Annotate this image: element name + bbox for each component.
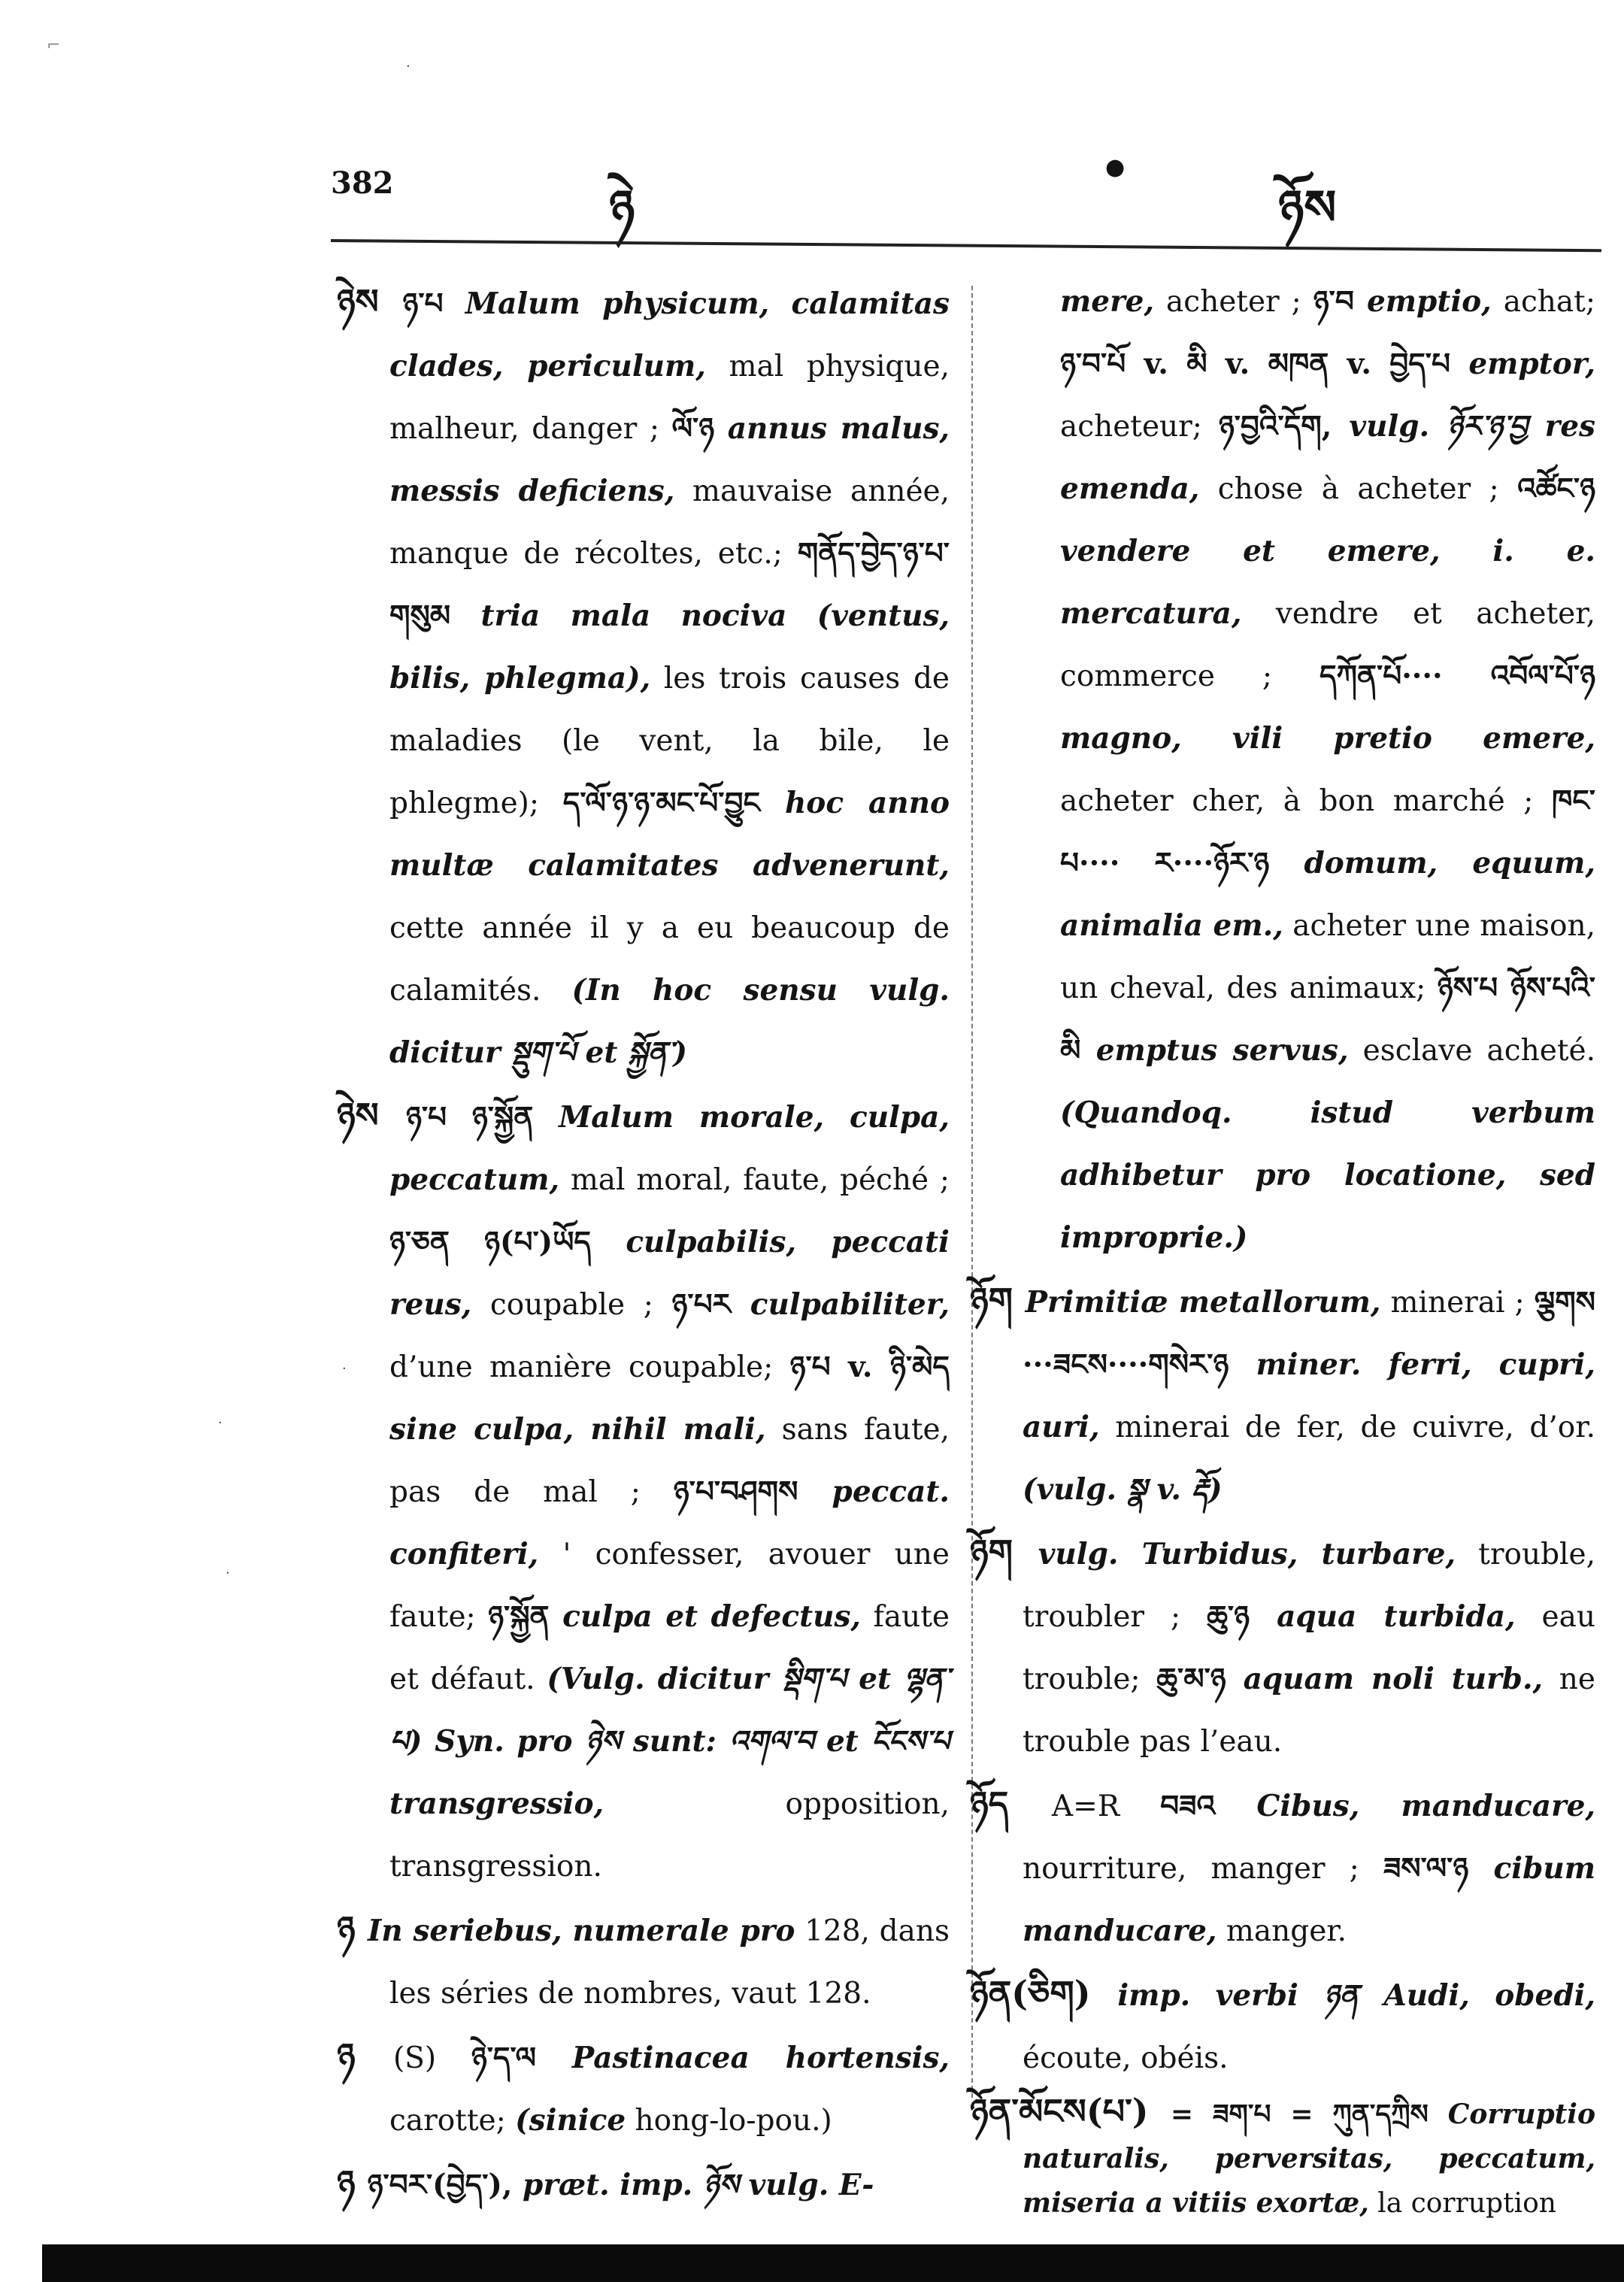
french-gloss: opposition, transgression. xyxy=(389,1787,950,1883)
latin-gloss: domum, equum, animalia em., xyxy=(1060,846,1595,943)
latin-gloss: aqua turbida, xyxy=(1277,1599,1516,1634)
dictionary-entry xyxy=(337,2025,950,2152)
french-gloss: esclave acheté. xyxy=(1348,1034,1595,1068)
latin-gloss: aquam noli turb., xyxy=(1243,1662,1544,1696)
tibetan-text: ཆུ་ཉ xyxy=(1207,1599,1277,1634)
latin-gloss: annus malus, messis deficiens, xyxy=(389,411,950,508)
entry-headword: ཉོན་མོངས(པ་) xyxy=(970,2091,1171,2132)
dictionary-entry xyxy=(337,1898,950,2025)
tibetan-text: ཉ་པར xyxy=(671,1287,750,1322)
running-head-left: ཉེ xyxy=(609,180,635,236)
tibetan-text: ཆུ་མ་ཉ xyxy=(1156,1662,1244,1696)
dictionary-entry xyxy=(970,1773,1595,1962)
french-gloss: faute et défaut. xyxy=(389,1600,950,1696)
tibetan-text: = ཟག་པ = ཀུན་དཀྲིས xyxy=(1170,2099,1448,2130)
latin-gloss: Primitiæ metallorum, xyxy=(1025,1285,1381,1320)
latin-gloss: mere, xyxy=(1060,284,1155,319)
latin-gloss: In seriebus, numerale pro xyxy=(367,1914,795,1948)
latin-gloss: magno, vili pretio emere, xyxy=(1060,721,1595,756)
french-gloss: acheter ; xyxy=(1154,285,1313,319)
french-gloss: acheteur; xyxy=(1060,410,1219,444)
french-gloss: manger. xyxy=(1216,1914,1347,1948)
latin-gloss: sine culpa, nihil mali, xyxy=(389,1412,766,1447)
latin-gloss: vulg. ཉོར་ཉ་བྱ res emenda, xyxy=(1060,409,1596,506)
dictionary-entry xyxy=(337,1084,950,1898)
left-column xyxy=(337,271,950,2217)
tibetan-text: ཉ་བར་(བྱེད་), xyxy=(367,2168,523,2202)
tibetan-text: འཚོང་ཉ xyxy=(1517,471,1595,506)
tibetan-text: ད་ལོ་ཉ་ཉ་མང་པོ་བྱུང xyxy=(562,786,785,820)
dictionary-entry xyxy=(970,1269,1595,1521)
tibetan-text: ཉ་ཅན ཉ(པ་)ཡོད xyxy=(389,1225,626,1259)
latin-gloss: cibum manducare, xyxy=(1023,1851,1595,1948)
latin-gloss: vendere et emere, i. e. mercatura, xyxy=(1060,534,1595,631)
latin-gloss: imp. verbi ཉན Audi, obedi, xyxy=(1117,1978,1595,2013)
latin-gloss: Cibus, manducare, xyxy=(1256,1789,1596,1823)
tibetan-text: ཉེ་ད་ལ xyxy=(471,2041,572,2075)
tibetan-text: ཉ་བ་པོ v. མི v. མཁན v. བྱེད་པ xyxy=(1060,347,1469,381)
running-head-right: ཉོས xyxy=(1278,180,1337,236)
french-gloss: (S) xyxy=(392,2041,471,2075)
french-gloss: mauvaise année, manque de récoltes, etc.; xyxy=(389,474,950,571)
speck: · xyxy=(406,59,411,74)
french-gloss: vendre et acheter, commerce ; xyxy=(1060,597,1595,693)
french-gloss: nourriture, manger ; xyxy=(1023,1852,1383,1886)
entry-headword: ཉ xyxy=(337,2162,368,2203)
tibetan-text: ཉ་པ་བཤགས xyxy=(673,1474,832,1509)
right-column xyxy=(970,271,1595,2226)
dictionary-entry xyxy=(337,271,950,1084)
dictionary-entry xyxy=(970,2090,1595,2226)
french-gloss: mal physique, malheur, danger ; xyxy=(389,350,950,446)
tibetan-text: ཉ་པ ཉ་སྐྱོན xyxy=(405,1100,559,1135)
tibetan-text: བཟའ xyxy=(1160,1789,1257,1823)
header-rule xyxy=(331,239,1601,252)
tibetan-text: ལོ་ཉ xyxy=(671,411,728,446)
latin-gloss: tria mala nociva (ventus, bilis, phlegma), xyxy=(389,599,950,696)
french-gloss: ne trouble pas l’eau. xyxy=(1023,1662,1596,1759)
french-gloss: ' confesser, avouer une faute; xyxy=(389,1538,950,1634)
latin-gloss: vulg. Turbidus, turbare, xyxy=(1038,1537,1456,1571)
dictionary-entry xyxy=(970,1521,1595,1773)
dictionary-entry xyxy=(337,2152,950,2217)
speck: · xyxy=(342,1361,347,1377)
tibetan-text: ཟས་ལ་ཉ xyxy=(1383,1851,1494,1886)
tibetan-text: ཉ་པ xyxy=(402,286,465,321)
dictionary-entry xyxy=(970,271,1595,1269)
tibetan-text: ཉ་བྱའི་དོག, xyxy=(1218,409,1350,444)
tibetan-text: ལྕགས ···ཟངས····གསེར་ཉ xyxy=(1023,1285,1595,1382)
latin-gloss: (Quandoq. istud verbum adhibetur pro locatione, sed improprie.) xyxy=(1060,1096,1595,1255)
latin-gloss: (sinice xyxy=(515,2103,626,2138)
tibetan-text: དཀོན་པོ···· འབོལ་པོ་ཉ xyxy=(1319,659,1595,693)
latin-gloss: Corruptio naturalis, perversitas, peccatum, miseria a vitiis exortæ, xyxy=(1023,2099,1595,2219)
entry-headword: ཉོག xyxy=(970,1280,1026,1320)
corner-mark: ⌐ xyxy=(47,36,61,55)
latin-gloss: culpabilis, peccati reus, xyxy=(389,1225,950,1322)
latin-gloss: Pastinacea hortensis, xyxy=(571,2041,950,2075)
entry-headword: ཉོག xyxy=(970,1532,1038,1572)
latin-gloss: emptio, xyxy=(1366,284,1492,319)
french-gloss: hong-lo-pou.) xyxy=(626,2104,832,2138)
french-gloss: trouble, troubler ; xyxy=(1023,1538,1595,1634)
french-gloss: acheter cher, à bon marché ; xyxy=(1060,784,1552,818)
french-gloss: la corruption xyxy=(1368,2188,1556,2219)
entry-headword: ཉོན(ཅིག) xyxy=(970,1973,1118,2014)
latin-gloss: Malum morale, culpa, peccatum, xyxy=(389,1100,950,1197)
latin-gloss: emptus servus, xyxy=(1095,1033,1349,1068)
speck: · xyxy=(218,1415,223,1431)
tibetan-text: གནོད་བྱེད་ཉ་པ་གསུམ xyxy=(389,536,950,633)
latin-gloss: præt. imp. ཉོས vulg. E- xyxy=(523,2168,874,2202)
page-header xyxy=(331,150,1594,236)
french-gloss: minerai de fer, de cuivre, d’or. xyxy=(1099,1411,1595,1444)
french-gloss: cette année il y a eu beaucoup de calamités. xyxy=(389,911,950,1008)
latin-gloss: culpabiliter, xyxy=(750,1287,950,1322)
page-number: 382 xyxy=(331,165,394,201)
latin-gloss: miner. ferri, cupri, auri, xyxy=(1023,1347,1595,1444)
french-gloss: les trois causes de maladies (le vent, la bile, le phlegme); xyxy=(389,662,950,820)
tibetan-text: ཉ་པ v. ཉི་མེད xyxy=(789,1350,950,1384)
french-gloss: coupable ; xyxy=(471,1288,672,1322)
tibetan-text: ཉོས་པ ཉོས་པའི་མི xyxy=(1060,971,1595,1068)
latin-gloss: emptor, xyxy=(1468,347,1595,381)
french-gloss: écoute, obéis. xyxy=(1023,2041,1229,2075)
french-gloss: 128, dans les séries de nombres, vaut 128. xyxy=(389,1914,950,2011)
french-gloss: minerai ; xyxy=(1380,1286,1535,1320)
latin-gloss: (vulg. སྣ v. རྡོ) xyxy=(1023,1472,1223,1507)
scan-edge-bar xyxy=(42,2244,1624,2282)
entry-headword: ཉོད xyxy=(970,1783,1052,1824)
french-gloss: carotte; xyxy=(389,2104,516,2138)
french-gloss: A=R xyxy=(1051,1790,1161,1823)
french-gloss: acheter une maison, un cheval, des animaux; xyxy=(1060,909,1595,1005)
latin-gloss: peccat. confiteri, xyxy=(389,1474,950,1571)
latin-gloss: (Vulg. dicitur སྡིག་པ et ལྷན་པ) Syn. pro ཉེས sunt: འགལ་བ et ངོངས་པ transgressio, xyxy=(389,1662,950,1821)
latin-gloss: culpa et defectus, xyxy=(562,1599,861,1634)
latin-gloss: hoc anno multæ calamitates advenerunt, xyxy=(389,786,950,883)
entry-headword: ཉེས xyxy=(337,1095,406,1135)
french-gloss: sans faute, pas de mal ; xyxy=(389,1413,950,1509)
entry-headword: ཉ xyxy=(337,2035,393,2076)
speck: · xyxy=(226,1565,230,1581)
latin-gloss: (In hoc sensu vulg. dicitur སྡུག་པོ et སྐྱོན་) xyxy=(389,973,950,1070)
french-gloss: chose à acheter ; xyxy=(1199,472,1518,506)
tibetan-text: ཉ་སྐྱོན xyxy=(488,1599,563,1634)
french-gloss: achat; xyxy=(1491,285,1595,319)
french-gloss: d’une manière coupable; xyxy=(389,1350,790,1384)
ornament-dot: ● xyxy=(1105,154,1126,180)
tibetan-text: ཉ་བ xyxy=(1313,284,1367,319)
latin-gloss: Malum physicum, calamitas clades, periculum, xyxy=(389,286,950,383)
french-gloss: mal moral, faute, péché ; xyxy=(559,1163,950,1197)
dictionary-entry xyxy=(970,1962,1595,2090)
french-gloss: eau trouble; xyxy=(1023,1600,1595,1696)
entry-headword: ཉ xyxy=(337,1908,368,1949)
tibetan-text: ཁང་པ···· ར····ཉོར་ཉ xyxy=(1060,783,1595,880)
entry-headword: ཉེས xyxy=(337,281,403,322)
